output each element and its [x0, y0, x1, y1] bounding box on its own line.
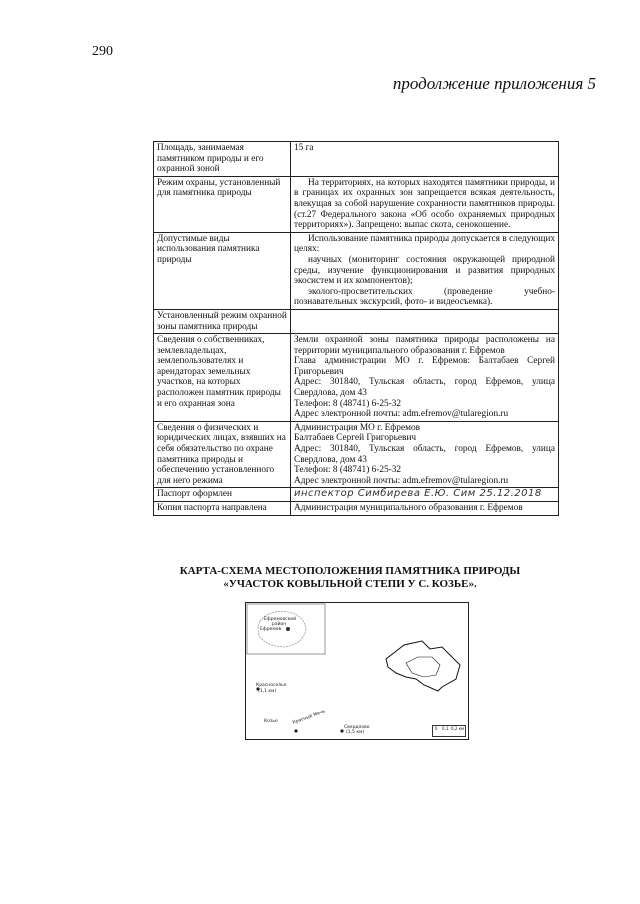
settlement-marker	[294, 729, 297, 732]
inset-label-town: Ефремов	[260, 627, 282, 632]
protection-regime-text: На территориях, на которых находятся памятники природы, и в границах их охранных зон запрещается всякая деятельность, влекущая за собой нарушение сохранности памятников природы. (ст.27 Федерального закона «Об особо охраняемых природных территориях»). Запрещено: выпас скота, сенокошение.	[294, 177, 555, 231]
inset-location-marker	[286, 627, 290, 631]
place-label: Красный Мечь	[292, 709, 326, 726]
scale-label: 0,1	[442, 726, 449, 731]
owners-email: Адрес электронной почты: adm.efremov@tularegion.ru	[294, 409, 509, 420]
place-label: Красноселье	[256, 683, 287, 688]
place-distance-label: (1,1 км)	[258, 689, 277, 694]
table-row	[154, 334, 559, 422]
place-label: Козье	[264, 719, 278, 724]
copy-sent-to: Администрация муниципального образования г. Ефремов	[294, 503, 523, 513]
owners-phone: Телефон: 8 (48741) 6-25-32	[294, 398, 402, 409]
inset-label-district: Ефремовский	[264, 617, 297, 622]
guardian-email: Адрес электронной почты: adm.efremov@tularegion.ru	[294, 475, 509, 486]
table-row	[154, 502, 559, 516]
map-title	[150, 565, 550, 591]
inset-label-district-2: район	[272, 622, 287, 627]
row-value	[291, 142, 559, 177]
monument-boundary	[386, 641, 460, 691]
row-value	[291, 232, 559, 309]
row-value	[291, 502, 559, 516]
row-label: Допустимые виды использования памятника природы	[154, 232, 291, 309]
scale-bar	[432, 725, 466, 737]
usage-educational: эколого-просветительских (проведение учебно-познавательных экскурсий, фото- и видеосъемка).	[294, 286, 555, 308]
row-label: Сведения о физических и юридических лицах, взявших на себя обязательство по охране памятника природы и обеспечению установленного для него режима	[154, 421, 291, 488]
table-row	[154, 309, 559, 333]
row-value	[291, 421, 559, 488]
guardian-org: Администрация МО г. Ефремов	[294, 422, 420, 433]
row-label: Сведения о собственниках, землевладельцах, землепользователях и арендаторах земельных участков, на которых расположен памятник природы и его охранная зона	[154, 334, 291, 422]
row-value	[291, 334, 559, 422]
row-label: Установленный режим охранной зоны памятника природы	[154, 309, 291, 333]
owners-address: Адрес: 301840, Тульская область, город Ефремов, улица Свердлова, дом 43	[294, 377, 555, 399]
row-value	[291, 176, 559, 232]
location-map	[245, 602, 469, 740]
row-label: Режим охраны, установленный для памятника природы	[154, 176, 291, 232]
table-row	[154, 232, 559, 309]
table-row	[154, 421, 559, 488]
place-label: Свердлово	[344, 725, 370, 730]
map-title-line1: КАРТА-СХЕМА МЕСТОПОЛОЖЕНИЯ ПАМЯТНИКА ПРИРОДЫ	[179, 565, 521, 577]
row-label: Копия паспорта направлена	[154, 502, 291, 516]
row-value	[291, 488, 559, 502]
map-title-line2: «УЧАСТОК КОВЫЛЬНОЙ СТЕПИ У С. КОЗЬЕ».	[223, 578, 477, 590]
appendix-continuation-heading: продолжение приложения 5	[392, 74, 596, 93]
guardian-address: Адрес: 301840, Тульская область, город Ефремов, улица Свердлова, дом 43	[294, 444, 555, 465]
owners-head: Глава администрации МО г. Ефремов: Балтабаев Сергей Григорьевич	[294, 356, 555, 377]
place-distance-label: (1,5 км)	[346, 730, 365, 735]
monument-inner-boundary	[406, 657, 440, 677]
row-label: Паспорт оформлен	[154, 488, 291, 502]
scale-label: 0	[435, 726, 438, 731]
page-number: 290	[92, 44, 113, 59]
passport-table	[153, 141, 559, 516]
table-row	[154, 142, 559, 177]
row-label: Площадь, занимаемая памятником природы и его охранной зоной	[154, 142, 291, 177]
row-value	[291, 309, 559, 333]
handwritten-signature: инспектор Симбирева Е.Ю. Сим 25.12.2018	[294, 488, 542, 500]
usage-intro: Использование памятника природы допускается в следующих целях:	[294, 233, 555, 255]
scale-label: 0,2 км	[451, 726, 465, 731]
usage-scientific: научных (мониторинг состояния окружающей природной среды, изучение функционирования и развития природных экосистем и их компонентов);	[294, 254, 555, 287]
guardian-phone: Телефон: 8 (48741) 6-25-32	[294, 465, 402, 476]
area-value: 15 га	[294, 143, 314, 153]
table-row	[154, 488, 559, 502]
table-row	[154, 176, 559, 232]
guardian-head: Балтабаев Сергей Григорьевич	[294, 433, 417, 444]
owners-text: Земли охранной зоны памятника природы расположены на территории муниципального образования г. Ефремов	[294, 335, 555, 356]
